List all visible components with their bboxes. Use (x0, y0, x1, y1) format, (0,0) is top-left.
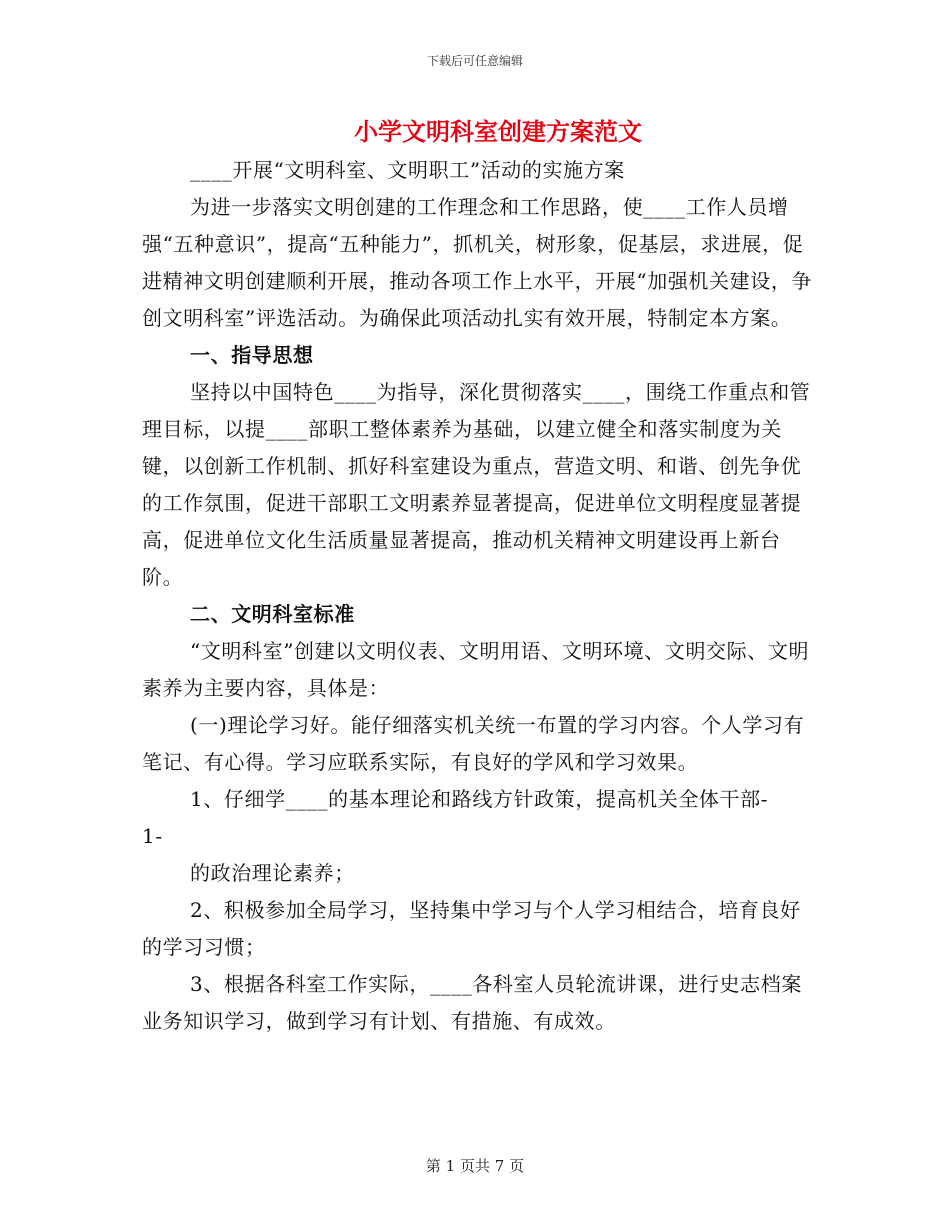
list-item-3: 3、根据各科室工作实际，____各科室人员轮流讲课，进行史志档案业务知识学习，做到学习有计划、有措施、有成效。 (142, 972, 802, 1033)
guiding-thought-paragraph: 坚持以中国特色____为指导，深化贯彻落实____，围绕工作重点和管理目标，以提____部职工整体素养为基础，以建立健全和落实制度为关键，以创新工作机制、抓好科室建设为重点，营造文明、和谐、创先争优的工作氛围，促进干部职工文明素养显著提高，促进单位文明程度显著提高，促进单位文化生活质量显著提高，推动机关精神文明建设再上新台阶。 (142, 380, 811, 589)
list-item-1: 1、仔细学____的基本理论和路线方针政策，提高机关全体干部- (190, 787, 769, 811)
list-item-1-continued: 的政治理论素养； (190, 861, 355, 885)
header-note: 下载后可任意编辑 (426, 54, 523, 68)
subtitle-paragraph: ____开展“文明科室、文明职工”活动的实施方案 (190, 158, 625, 182)
section-heading-standards: 二、文明科室标准 (190, 602, 355, 626)
document-title: 小学文明科室创建方案范文 (354, 117, 642, 146)
section-heading-guiding-thought: 一、指导思想 (190, 343, 314, 367)
theory-study-paragraph: (一)理论学习好。能仔细落实机关统一布置的学习内容。个人学习有笔记、有心得。学习应联系实际，有良好的学风和学习效果。 (142, 713, 805, 774)
document-body (142, 152, 814, 1040)
list-item-2: 2、积极参加全局学习，坚持集中学习与个人学习相结合，培育良好的学习习惯； (142, 898, 801, 959)
standards-intro-paragraph: “文明科室”创建以文明仪表、文明用语、文明环境、文明交际、文明素养为主要内容，具体是： (142, 639, 810, 700)
intro-paragraph: 为进一步落实文明创建的工作理念和工作思路，使____工作人员增强“五种意识”，提高“五种能力”，抓机关，树形象，促基层，求进展，促进精神文明创建顺利开展，推动各项工作上水平，开展“加强机关建设，争创文明科室”评选活动。为确保此项活动扎实有效开展，特制定本方案。 (142, 195, 813, 330)
page-break-marker: 1- (142, 824, 163, 848)
page-footer: 第 1 页共 7 页 (425, 1157, 525, 1175)
